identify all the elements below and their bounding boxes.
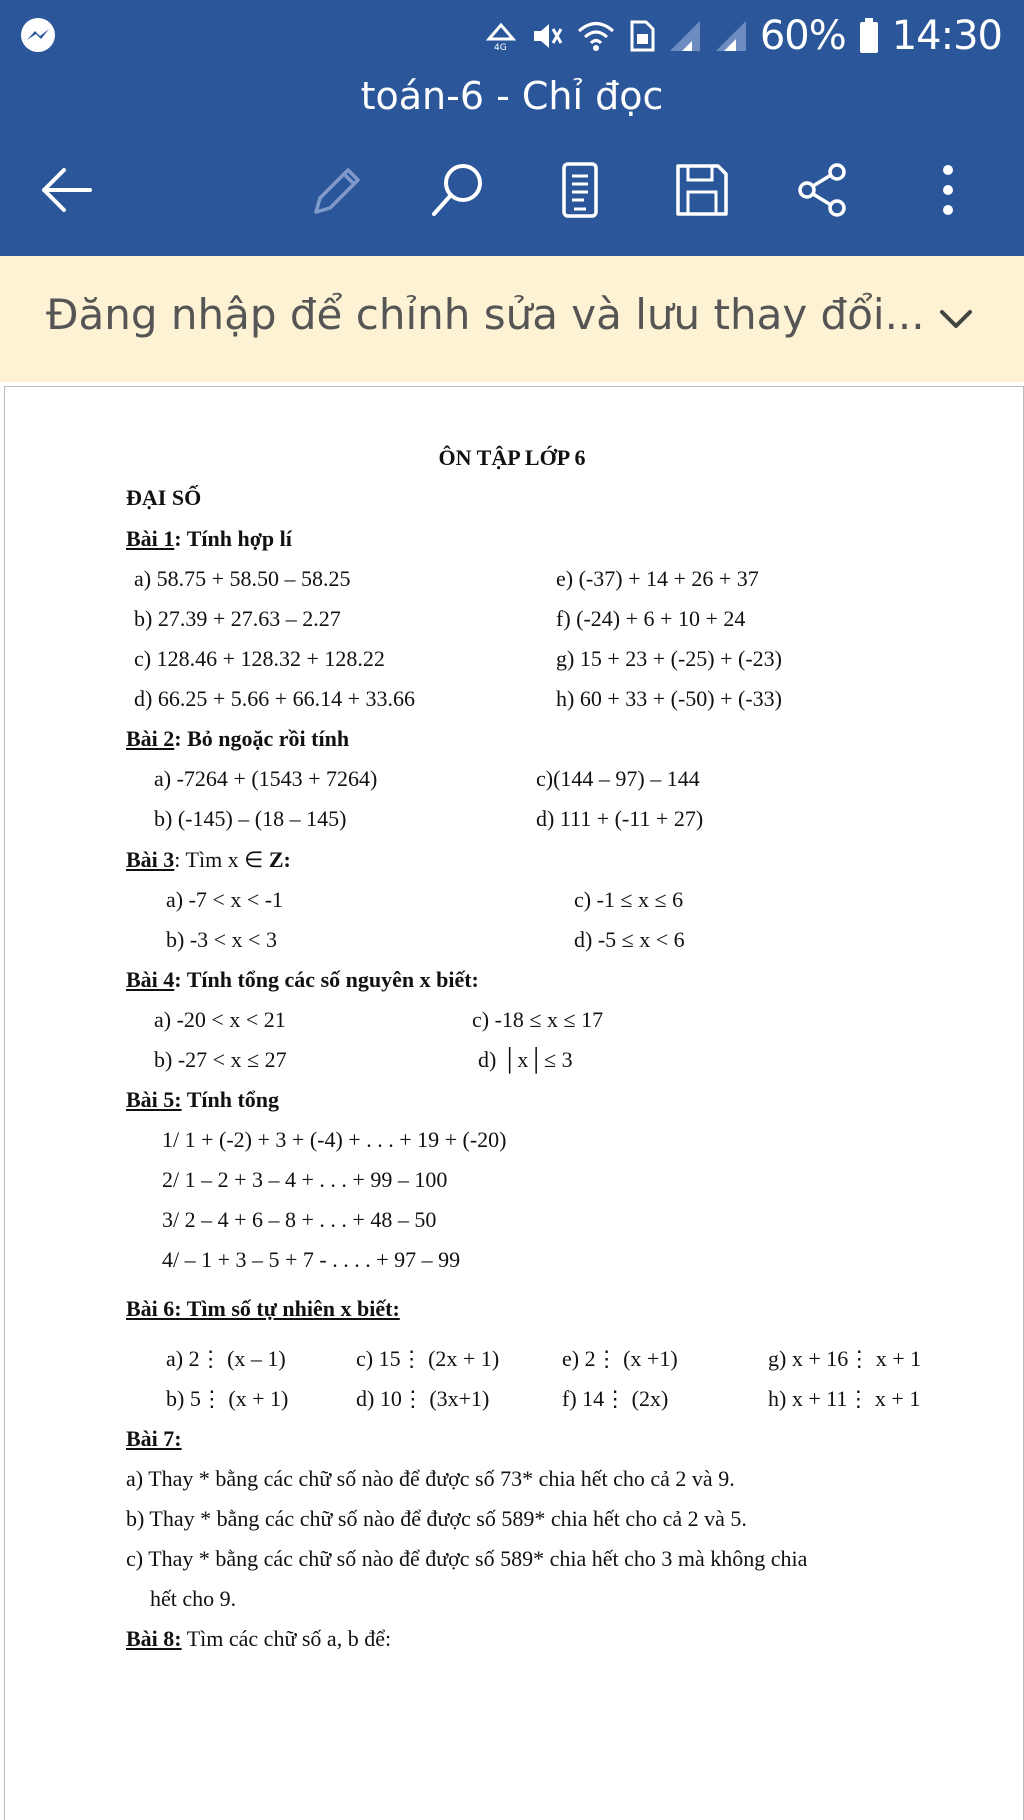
- exercise-item: d) 10⋮ (3x+1): [356, 1386, 490, 1411]
- exercise-item: d) 66.25 + 5.66 + 66.14 + 33.66: [134, 686, 416, 711]
- exercise-item: c) 15⋮ (2x + 1): [356, 1346, 500, 1371]
- exercise-item: 3/ 2 – 4 + 6 – 8 + . . . + 48 – 50: [162, 1207, 437, 1232]
- exercise-item: a) -20 < x < 21: [154, 1007, 286, 1032]
- exercise-heading: [126, 1626, 391, 1652]
- exercise-item: c) -1 ≤ x ≤ 6: [574, 887, 684, 912]
- exercise-number: Bài 8:: [126, 1626, 182, 1651]
- exercise-item: a) -7 < x < -1: [166, 887, 284, 912]
- exercise-item: e) (-37) + 14 + 26 + 37: [556, 566, 759, 591]
- exercise-item: c) -18 ≤ x ≤ 17: [472, 1007, 604, 1032]
- exercise-item: a) -7264 + (1543 + 7264): [154, 766, 378, 791]
- exercise-item: f) (-24) + 6 + 10 + 24: [556, 606, 746, 631]
- exercise-number: Bài 3: [126, 847, 175, 872]
- exercise-item: b) -27 < x ≤ 27: [154, 1047, 287, 1072]
- exercise-heading: [126, 967, 479, 993]
- exercise-item: b) (-145) – (18 – 145): [154, 806, 347, 831]
- exercise-item: c)(144 – 97) – 144: [536, 766, 700, 791]
- exercise-text: Tìm các chữ số a, b để:: [181, 1626, 392, 1651]
- exercise-line: c) Thay * bằng các chữ số nào để được số 589* chia hết cho 3 mà không chia: [126, 1546, 808, 1571]
- exercise-item: c) 128.46 + 128.32 + 128.22: [134, 646, 385, 671]
- exercise-line: b) Thay * bằng các chữ số nào để được số 589* chia hết cho cả 2 và 5.: [126, 1506, 747, 1531]
- exercise-item: 1/ 1 + (-2) + 3 + (-4) + . . . + 19 + (-20): [162, 1127, 507, 1152]
- document-title: toán-6 - Chỉ đọc: [360, 74, 664, 118]
- exercise-number: Bài 2: [126, 726, 175, 751]
- exercise-number: Bài 4: [126, 967, 175, 992]
- exercise-number: Bài 1: [126, 526, 175, 551]
- exercise-heading: Bài 6: Tìm số tự nhiên x biết:: [126, 1296, 400, 1321]
- exercise-item: d) │x│≤ 3: [478, 1047, 573, 1072]
- exercise-item: e) 2⋮ (x +1): [562, 1346, 678, 1371]
- exercise-item: b) 27.39 + 27.63 – 2.27: [134, 606, 341, 631]
- integer-set-label: Z:: [268, 847, 291, 872]
- exercise-number: Bài 5:: [126, 1087, 182, 1112]
- exercise-item: f) 14⋮ (2x): [562, 1386, 669, 1411]
- exercise-item: a) 2⋮ (x – 1): [166, 1346, 286, 1371]
- exercise-heading: [126, 847, 291, 873]
- exercise-item: 2/ 1 – 2 + 3 – 4 + . . . + 99 – 100: [162, 1167, 448, 1192]
- exercise-item: g) 15 + 23 + (-25) + (-23): [556, 646, 783, 671]
- exercise-item: d) -5 ≤ x < 6: [574, 927, 685, 952]
- exercise-line: a) Thay * bằng các chữ số nào để được số 73* chia hết cho cả 2 và 9.: [126, 1466, 735, 1491]
- exercise-item: h) x + 11⋮ x + 1: [768, 1386, 921, 1411]
- exercise-text: : Bỏ ngoặc rồi tính: [174, 726, 350, 751]
- exercise-text: Tính tổng: [181, 1087, 280, 1112]
- doc-title: ÔN TẬP LỚP 6: [438, 445, 586, 470]
- exercise-text: : Tính hợp lí: [174, 526, 292, 551]
- exercise-text: : Tính tổng các số nguyên x biết:: [174, 967, 479, 992]
- exercise-item: b) -3 < x < 3: [166, 927, 277, 952]
- exercise-item: d) 111 + (-11 + 27): [536, 806, 704, 831]
- exercise-item: a) 58.75 + 58.50 – 58.25: [134, 566, 351, 591]
- exercise-heading: Bài 7:: [126, 1426, 182, 1451]
- exercise-item: g) x + 16⋮ x + 1: [768, 1346, 922, 1371]
- exercise-heading: [126, 1087, 279, 1113]
- section-heading: ĐẠI SỐ: [126, 485, 202, 510]
- svg-text:4G: 4G: [493, 43, 507, 53]
- clock: 14:30: [891, 13, 1002, 59]
- exercise-item: h) 60 + 33 + (-50) + (-33): [556, 686, 783, 711]
- sign-in-message: Đăng nhập để chỉnh sửa và lưu thay đổi...: [46, 290, 925, 339]
- exercise-heading: [126, 726, 349, 752]
- battery-percent: 60%: [759, 13, 846, 59]
- exercise-text: : Tìm x ∈: [174, 847, 269, 872]
- exercise-heading: [126, 526, 292, 552]
- exercise-item: 4/ – 1 + 3 – 5 + 7 - . . . . + 97 – 99: [162, 1247, 461, 1272]
- exercise-line: hết cho 9.: [150, 1586, 237, 1611]
- exercise-item: b) 5⋮ (x + 1): [166, 1386, 289, 1411]
